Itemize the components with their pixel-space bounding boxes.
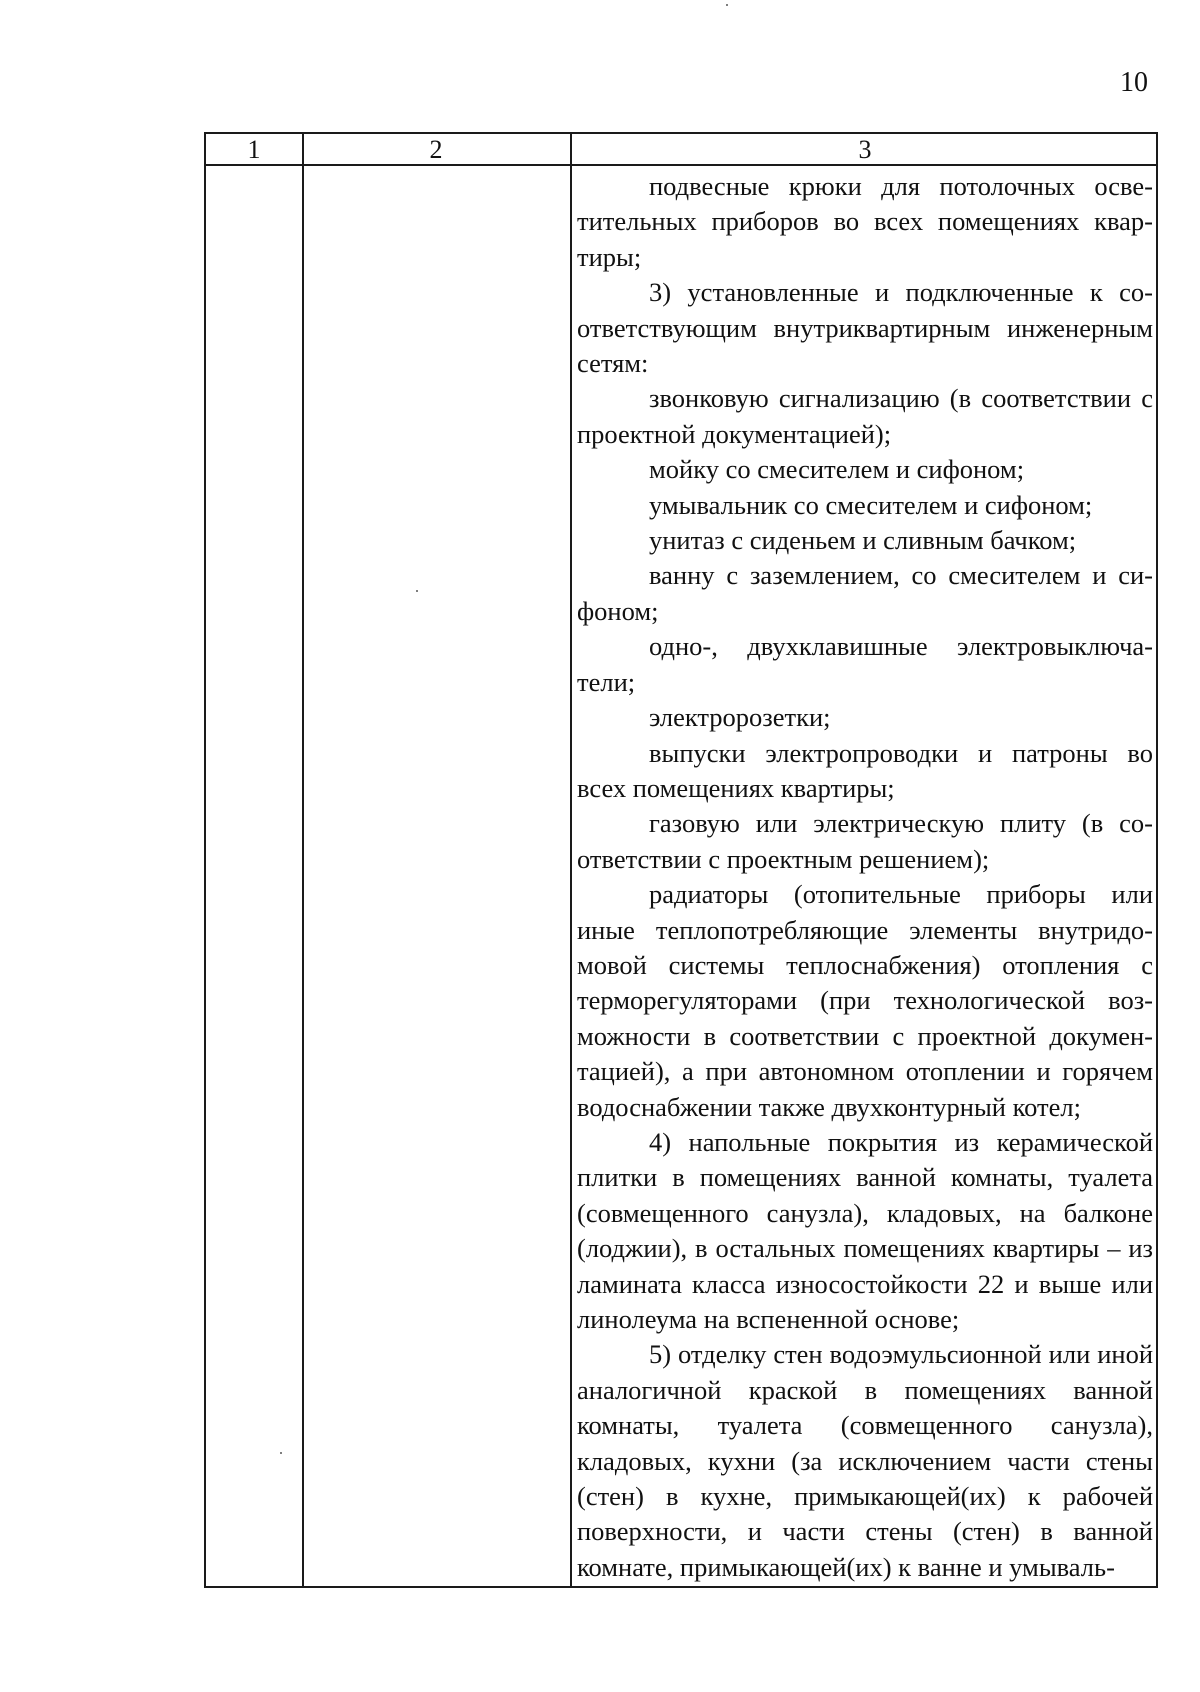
paragraph: подвесные крюки для потолочных осветительных приборов во всех помещениях квартиры; bbox=[577, 171, 1153, 272]
header-divider bbox=[206, 164, 1156, 166]
scan-speck bbox=[280, 1452, 282, 1454]
paragraph: радиаторы (отопительные приборы или иные теплопотребляющие элементы внутридомовой системы теплоснабжения) отопления с терморегуляторами (при технологической возможности в соответствии с проектной документацией), а при автономном отоплении и горячем водоснабжении также двухконтурный котел; bbox=[577, 879, 1153, 1122]
paragraph: унитаз с сиденьем и сливным бачком; bbox=[649, 525, 1077, 556]
paragraph: 3) установленные и подключенные к соответствующим внутриквартирным инженерным сетям: bbox=[577, 277, 1153, 379]
column-3-text bbox=[577, 169, 1153, 1585]
paragraph: электророзетки; bbox=[649, 702, 831, 733]
paragraph: умывальник со смесителем и сифоном; bbox=[649, 489, 1093, 520]
paragraph: одно-, двухклавишные электровыключатели; bbox=[577, 631, 1153, 697]
document-table bbox=[204, 132, 1158, 1588]
column-header-2: 2 bbox=[429, 135, 443, 164]
scan-speck bbox=[726, 4, 728, 6]
scan-speck bbox=[416, 590, 418, 592]
paragraph: ванну с заземлением, со смесителем и сифоном; bbox=[577, 560, 1153, 626]
column-divider bbox=[570, 134, 572, 1586]
paragraph: звонковую сигнализацию (в соответствии с проектной документацией); bbox=[577, 383, 1153, 449]
column-divider bbox=[302, 134, 304, 1586]
paragraph: мойку со смесителем и сифоном; bbox=[649, 454, 1025, 485]
paragraph: газовую или электрическую плиту (в соответствии с проектным решением); bbox=[577, 808, 1153, 874]
column-header-3: 3 bbox=[858, 135, 872, 164]
paragraph: 5) отделку стен водоэмульсионной или иной аналогичной краской в помещениях ванной комнаты, туалета (совмещенного санузла), кладовых, кухни (за исключением части стены (стен) в кухне, примыкающей(их) к рабочей поверхности, и части стены (стен) в ванной комнате, примыкающей(их) к ванне и умываль- bbox=[577, 1339, 1153, 1582]
paragraph: 4) напольные покрытия из керамической плитки в помещениях ванной комнаты, туалета (совмещенного санузла), кладовых, на балконе (лоджии), в остальных помещениях квартиры – из ламината класса износостойкости 22 и выше или линолеума на вспененной основе; bbox=[577, 1126, 1153, 1334]
paragraph: выпуски электропроводки и патроны во всех помещениях квартиры; bbox=[577, 737, 1153, 803]
column-header-1: 1 bbox=[247, 135, 261, 164]
page-number: 10 bbox=[1120, 67, 1148, 98]
